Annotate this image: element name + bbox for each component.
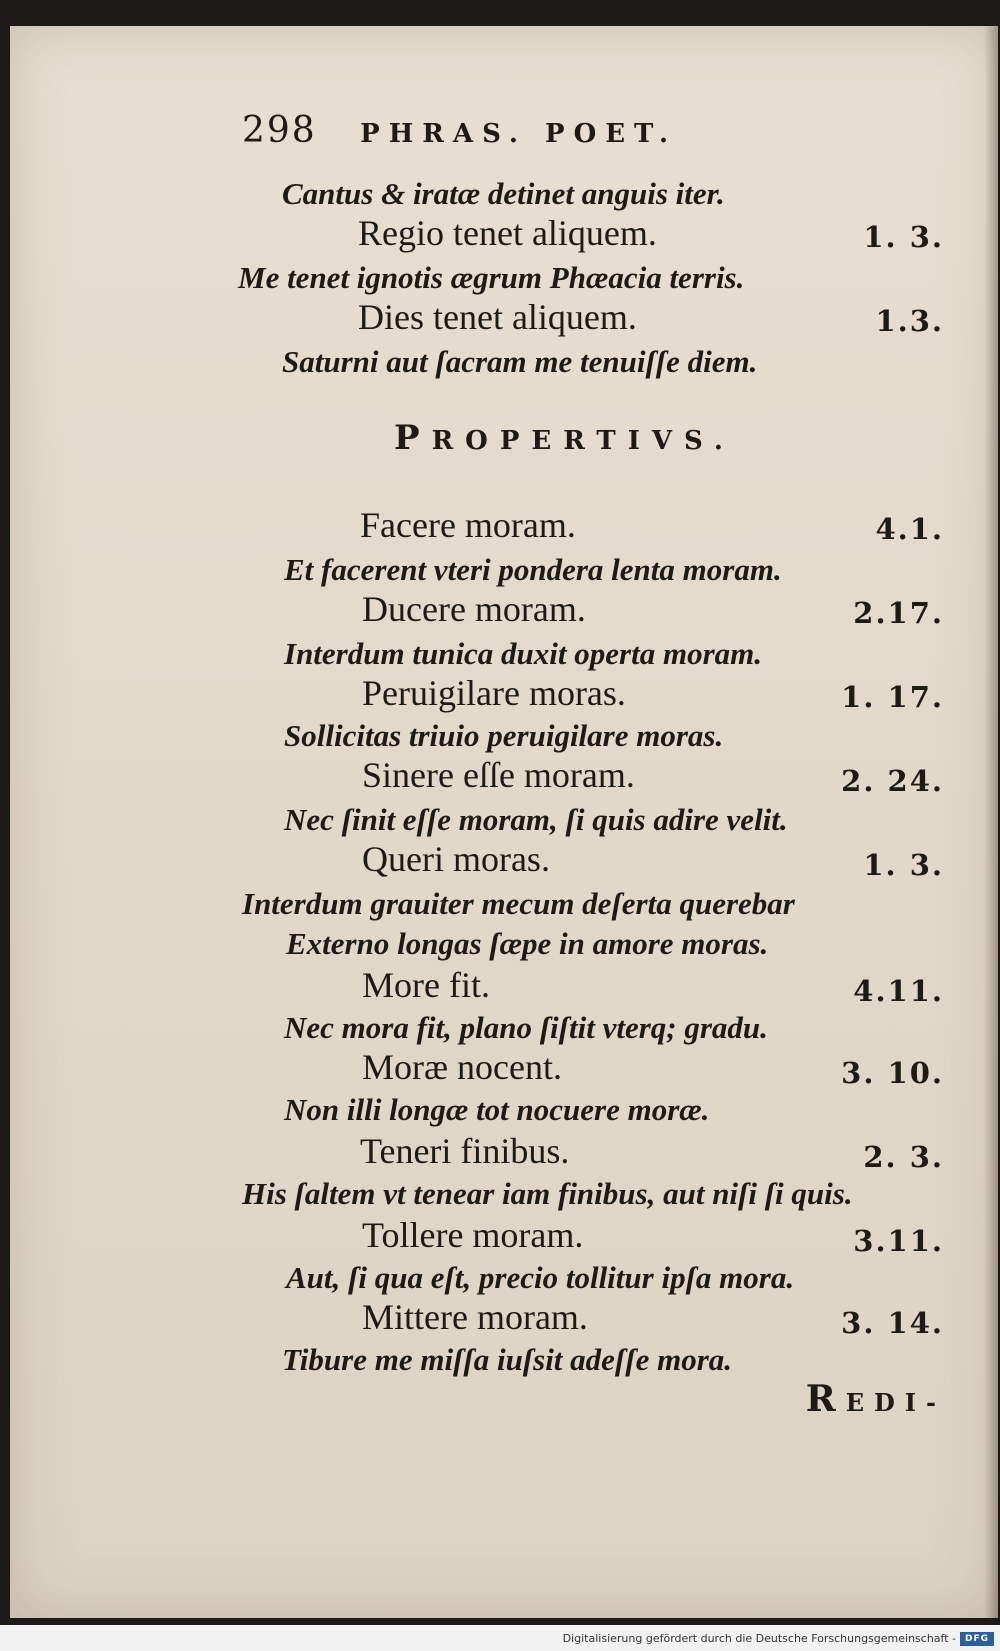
quote-line: His ſaltem vt tenear iam finibus, aut niſi ſi quis. — [242, 1176, 853, 1211]
phrase-line: Regio tenet aliquem. — [358, 213, 657, 253]
quote-line: Interdum tunica duxit operta moram. — [284, 636, 763, 671]
funding-credit: Digitalisierung gefördert durch die Deutsche Forschungsgemeinschaft - — [562, 1632, 956, 1645]
phrase-line: Dies tenet aliquem. — [358, 297, 637, 337]
page-spine-shadow — [984, 26, 998, 1618]
quote-line: Externo longas ſæpe in amore moras. — [286, 926, 769, 961]
quote-line: Sollicitas triuio peruigilare moras. — [284, 718, 724, 753]
phrase-line: More fit. — [362, 965, 490, 1005]
quote-line: Non illi longæ tot nocuere moræ. — [284, 1092, 710, 1127]
quote-line: Tibure me miſſa iuſsit adeſſe mora. — [282, 1342, 733, 1377]
footer-bar — [0, 1625, 1000, 1651]
reference-number: 3. 10. — [841, 1056, 944, 1090]
quote-line: Cantus & iratæ detinet anguis iter. — [282, 176, 725, 211]
reference-number: 1.3. — [875, 304, 944, 338]
dfg-logo: DFG — [960, 1632, 994, 1646]
section-heading: PROPERTIVS. — [394, 418, 735, 458]
quote-line: Aut, ſi qua eſt, precio tollitur ipſa mora. — [286, 1260, 795, 1295]
quote-line: Me tenet ignotis ægrum Phæacia terris. — [238, 260, 745, 295]
phrase-line: Sinere eſſe moram. — [362, 755, 635, 795]
phrase-line: Peruigilare moras. — [362, 673, 626, 713]
reference-number: 2. 3. — [863, 1140, 944, 1174]
phrase-line: Mittere moram. — [362, 1297, 588, 1337]
quote-line: Nec ſinit eſſe moram, ſi quis adire velit. — [284, 802, 788, 837]
reference-number: 3.11. — [853, 1224, 944, 1258]
phrase-line: Moræ nocent. — [362, 1047, 562, 1087]
book-page — [10, 26, 998, 1618]
reference-number: 1. 3. — [863, 848, 944, 882]
page-number: 298 — [242, 110, 317, 151]
reference-number: 4.1. — [875, 512, 944, 546]
quote-line: Nec mora fit, plano ſiſtit vterq; gradu. — [284, 1010, 768, 1045]
reference-number: 2. 24. — [841, 764, 944, 798]
phrase-line: Teneri finibus. — [360, 1131, 570, 1171]
phrase-line: Tollere moram. — [362, 1215, 584, 1255]
phrase-line: Facere moram. — [360, 505, 576, 545]
catchword: REDI- — [805, 1378, 946, 1420]
running-title: PHRAS. POET. — [360, 119, 678, 149]
page-header — [242, 110, 677, 151]
quote-line: Et facerent vteri pondera lenta moram. — [284, 552, 782, 587]
reference-number: 2.17. — [853, 596, 944, 630]
quote-line: Interdum grauiter mecum deſerta querebar — [242, 886, 795, 921]
phrase-line: Queri moras. — [362, 839, 550, 879]
reference-number: 3. 14. — [841, 1306, 944, 1340]
reference-number: 4.11. — [853, 974, 944, 1008]
reference-number: 1. 17. — [841, 680, 944, 714]
phrase-line: Ducere moram. — [362, 589, 586, 629]
reference-number: 1. 3. — [863, 220, 944, 254]
quote-line: Saturni aut ſacram me tenuiſſe diem. — [282, 344, 758, 379]
